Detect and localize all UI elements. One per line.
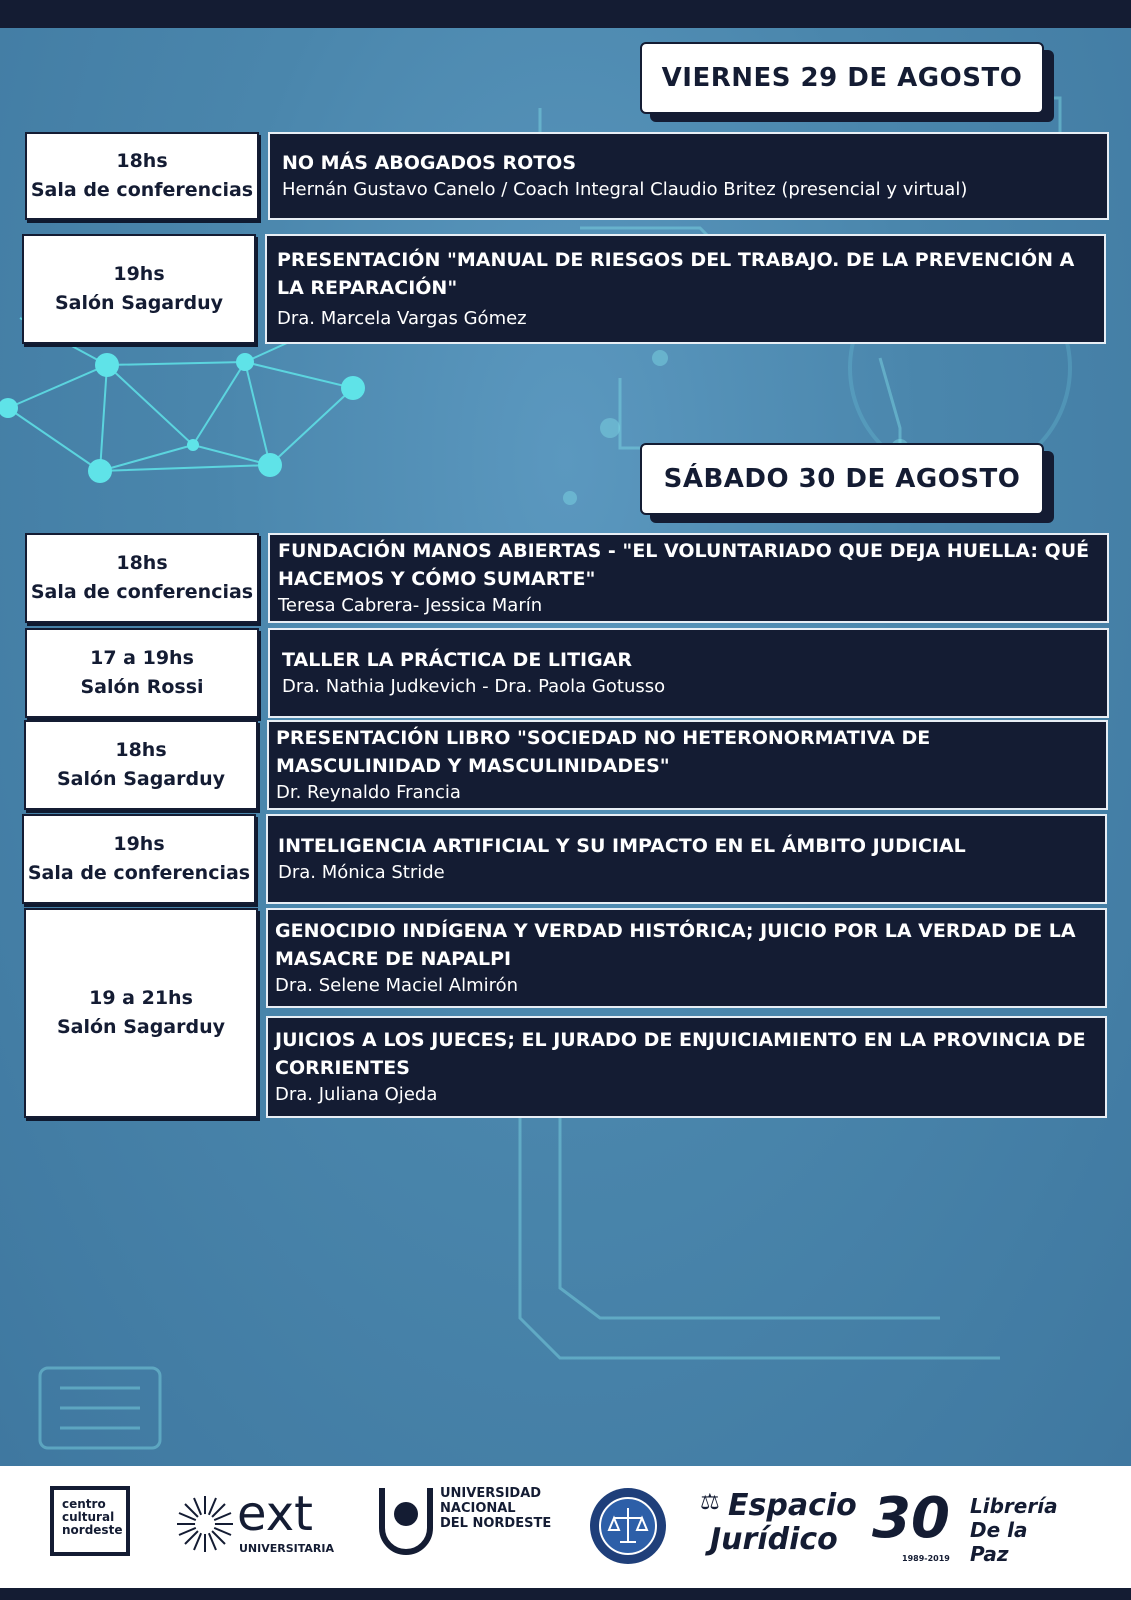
sunburst-icon xyxy=(175,1494,235,1554)
event-room: Salón Sagarduy xyxy=(54,292,224,314)
juridico-line: Jurídico xyxy=(710,1522,838,1557)
event-time-slot xyxy=(24,720,258,810)
espacio-line: Espacio xyxy=(728,1488,857,1523)
event-speaker: Dra. Juliana Ojeda xyxy=(275,1084,438,1105)
event-title: PRESENTACIÓN LIBRO "SOCIEDAD NO HETERONORMATIVA DE MASCULINIDAD Y MASCULINIDADES" xyxy=(276,727,931,777)
event-time-slot xyxy=(25,533,259,623)
unne-emblem-icon xyxy=(378,1484,434,1558)
event-speaker: Dra. Marcela Vargas Gómez xyxy=(277,308,527,329)
event-card xyxy=(266,1016,1107,1118)
unne-line: UNIVERSIDAD xyxy=(440,1486,542,1501)
event-title: FUNDACIÓN MANOS ABIERTAS - "EL VOLUNTARIADO QUE DEJA HUELLA: QUÉ HACEMOS Y CÓMO SUMARTE" xyxy=(278,540,1090,590)
libreria-years: 1989-2019 xyxy=(902,1554,950,1563)
event-time: 19 a 21hs xyxy=(89,987,193,1009)
event-time: 18hs xyxy=(115,739,167,761)
top-bar xyxy=(0,0,1131,28)
day-header-friday: VIERNES 29 DE AGOSTO xyxy=(640,42,1044,114)
event-title: GENOCIDIO INDÍGENA Y VERDAD HISTÓRICA; JUICIO POR LA VERDAD DE LA MASACRE DE NAPALPI xyxy=(275,920,1076,970)
event-card xyxy=(267,720,1108,810)
libreria-line: Librería xyxy=(970,1494,1058,1518)
unne-text xyxy=(440,1486,551,1531)
libreria-de-la-paz-logo xyxy=(872,1486,1058,1576)
espacio-juridico-logo xyxy=(700,1488,857,1568)
bottom-bar xyxy=(0,1588,1131,1600)
ccn-line: cultural xyxy=(62,1510,115,1524)
event-room: Sala de conferencias xyxy=(27,862,251,884)
event-card xyxy=(268,533,1109,623)
thirty-years-number: 30 xyxy=(872,1486,950,1551)
unne-line: NACIONAL xyxy=(440,1501,516,1516)
event-speaker: Dra. Nathia Judkevich - Dra. Paola Gotusso xyxy=(282,676,666,697)
event-title: INTELIGENCIA ARTIFICIAL Y SU IMPACTO EN EL ÁMBITO JUDICIAL xyxy=(278,835,966,857)
event-speaker: Teresa Cabrera- Jessica Marín xyxy=(278,595,543,616)
event-time: 18hs xyxy=(116,552,168,574)
event-speaker: Dra. Mónica Stride xyxy=(278,862,445,883)
event-room: Sala de conferencias xyxy=(30,581,254,603)
event-card xyxy=(265,234,1106,344)
colegio-abogados-seal-icon xyxy=(588,1486,668,1566)
event-room: Salón Sagarduy xyxy=(56,1016,226,1038)
ccn-line: nordeste xyxy=(62,1523,123,1537)
event-card xyxy=(268,628,1109,718)
event-time: 18hs xyxy=(116,150,168,172)
event-time-slot xyxy=(24,908,258,1118)
event-card xyxy=(268,132,1109,220)
event-speaker: Hernán Gustavo Canelo / Coach Integral Claudio Britez (presencial y virtual) xyxy=(282,179,968,200)
day-header-saturday: SÁBADO 30 DE AGOSTO xyxy=(640,443,1044,515)
ext-wordmark: ext xyxy=(237,1486,313,1542)
event-speaker: Dr. Reynaldo Francia xyxy=(276,782,461,803)
event-title: JUICIOS A LOS JUECES; EL JURADO DE ENJUICIAMIENTO EN LA PROVINCIA DE CORRIENTES xyxy=(275,1029,1086,1079)
event-title: NO MÁS ABOGADOS ROTOS xyxy=(282,152,577,174)
unne-logo xyxy=(378,1484,558,1564)
ext-universitaria-logo xyxy=(175,1486,345,1564)
ext-subtitle: UNIVERSITARIA xyxy=(239,1542,334,1555)
event-time-slot xyxy=(25,628,259,718)
event-time-slot xyxy=(25,132,259,220)
event-card xyxy=(266,814,1107,904)
centro-cultural-nordeste-logo xyxy=(50,1486,130,1556)
event-time-slot xyxy=(22,234,256,344)
libreria-text xyxy=(970,1494,1058,1566)
ccn-line: centro xyxy=(62,1497,106,1511)
event-title: TALLER LA PRÁCTICA DE LITIGAR xyxy=(282,649,633,671)
event-time: 19hs xyxy=(113,263,165,285)
event-speaker: Dra. Selene Maciel Almirón xyxy=(275,975,519,996)
event-room: Salón Sagarduy xyxy=(56,768,226,790)
event-card xyxy=(266,908,1107,1008)
libreria-line: De la Paz xyxy=(970,1518,1028,1566)
event-time-slot xyxy=(22,814,256,904)
unne-line: DEL NORDESTE xyxy=(440,1516,552,1531)
sponsor-footer xyxy=(0,1466,1131,1588)
event-title: PRESENTACIÓN "MANUAL DE RIESGOS DEL TRABAJO. DE LA PREVENCIÓN A LA REPARACIÓN" xyxy=(277,249,1075,299)
event-room: Salón Rossi xyxy=(80,676,204,698)
scales-icon: ⚖ xyxy=(700,1490,720,1515)
event-time: 17 a 19hs xyxy=(90,647,194,669)
event-room: Sala de conferencias xyxy=(30,179,254,201)
event-time: 19hs xyxy=(113,833,165,855)
